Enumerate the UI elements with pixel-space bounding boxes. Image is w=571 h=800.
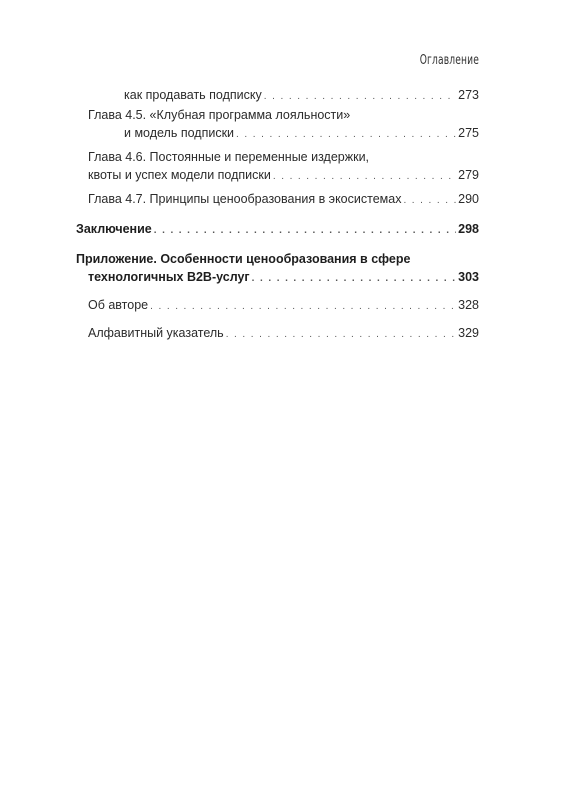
toc-entry[interactable] [76, 220, 479, 240]
toc-entry-page: 329 [458, 326, 479, 340]
toc-entry[interactable] [76, 148, 479, 186]
toc-entry-title: Об авторе [88, 298, 149, 312]
toc-entry-title-line1: Глава 4.5. «Клубная программа лояльности» [88, 108, 351, 122]
toc-entry[interactable] [76, 296, 479, 316]
toc-entry-title-line1: Приложение. Особенности ценообразования в сфере [76, 252, 411, 266]
dot-leader [236, 126, 456, 144]
dot-leader [273, 168, 456, 186]
dot-leader [226, 326, 456, 344]
toc-entry-page: 273 [458, 88, 479, 102]
toc-entry-title: и модель подписки [124, 126, 235, 140]
toc-entry-title: Заключение [76, 222, 152, 236]
dot-leader [154, 222, 456, 240]
toc-entry-page: 275 [458, 126, 479, 140]
toc-entry-title-line1: Глава 4.6. Постоянные и переменные издержки, [88, 150, 370, 164]
toc-entry[interactable] [76, 86, 479, 106]
toc-entry[interactable] [76, 324, 479, 344]
dot-leader [264, 88, 456, 106]
dot-leader [252, 270, 457, 288]
toc-entry-page: 328 [458, 298, 479, 312]
toc-entry[interactable] [76, 106, 479, 144]
dot-leader [403, 192, 456, 210]
toc-entry-page: 303 [458, 270, 479, 284]
toc-entry-title: Алфавитный указатель [88, 326, 224, 340]
toc-entry[interactable] [76, 190, 479, 210]
toc-entry-title: как продавать подписку [124, 88, 262, 102]
toc-entry-title: Глава 4.7. Принципы ценообразования в экосистемах [88, 192, 402, 206]
toc-entry-page: 279 [458, 168, 479, 182]
toc-entry-title: квоты и успех модели подписки [88, 168, 271, 182]
toc-entry-page: 290 [458, 192, 479, 206]
running-header: Оглавление [419, 53, 479, 68]
toc-entry-page: 298 [458, 222, 479, 236]
dot-leader [150, 298, 456, 316]
table-of-contents [76, 86, 479, 344]
toc-entry-title: технологичных B2B-услуг [88, 270, 250, 284]
toc-entry[interactable] [76, 250, 479, 288]
